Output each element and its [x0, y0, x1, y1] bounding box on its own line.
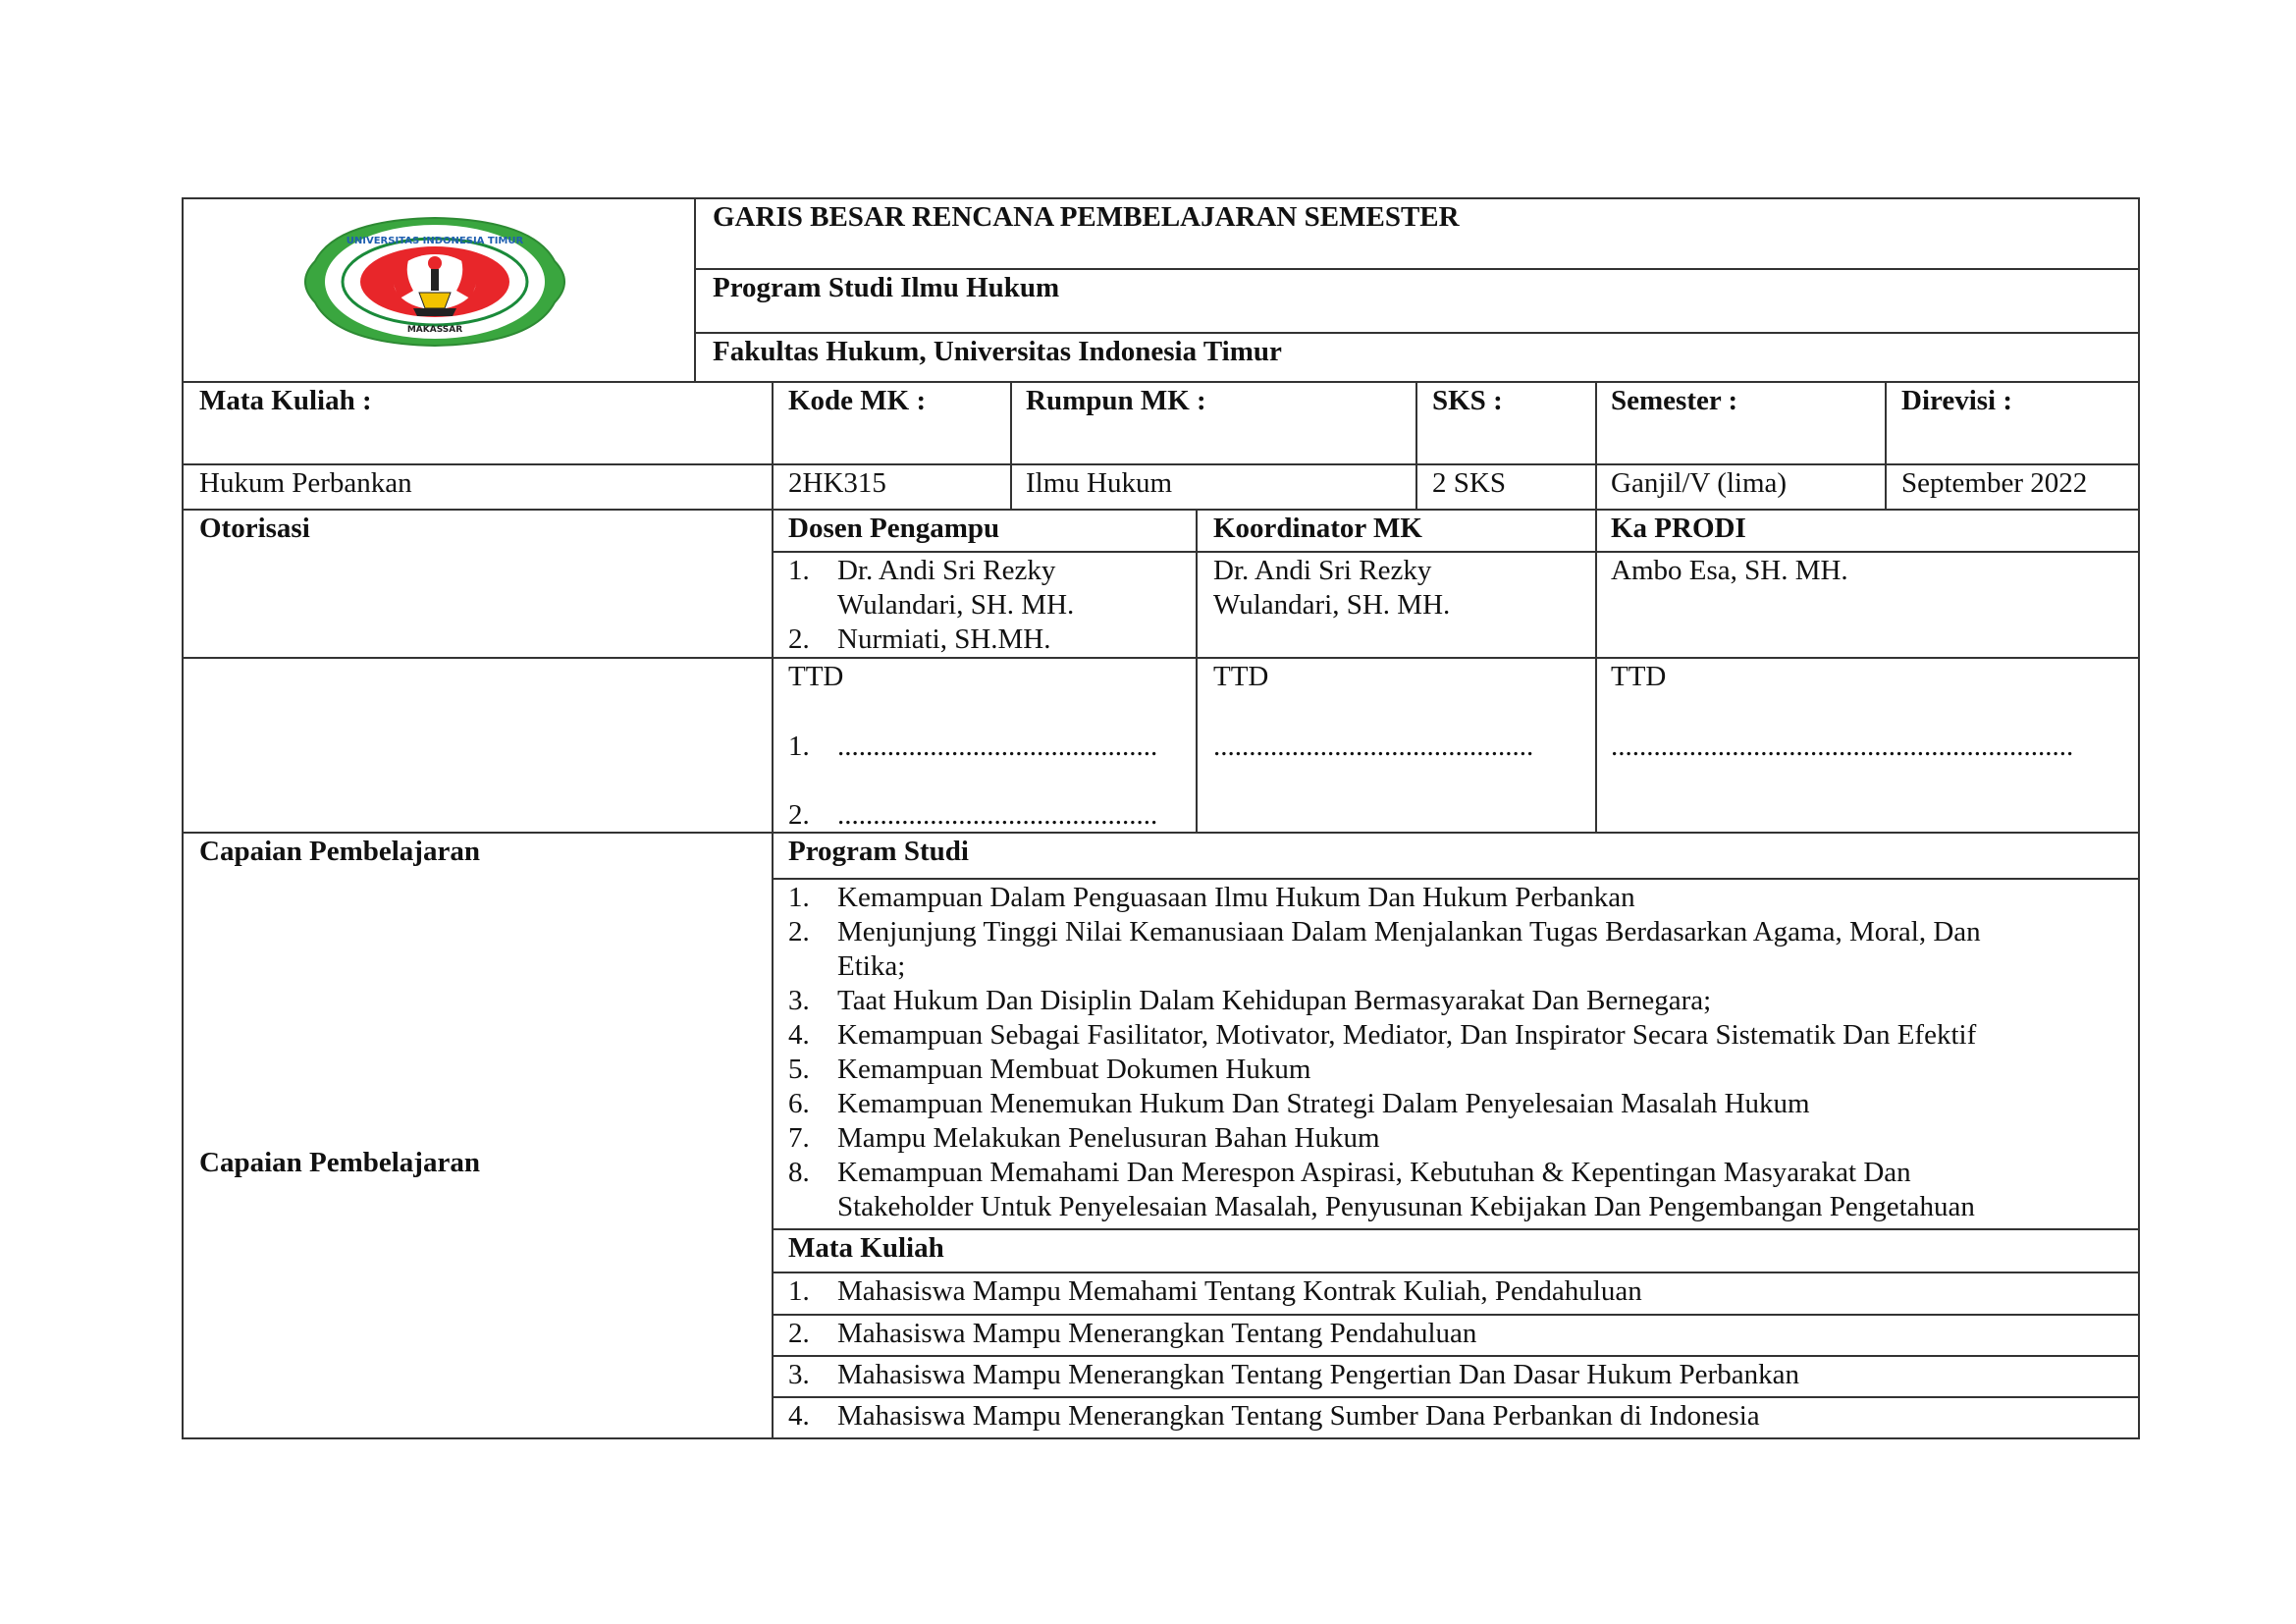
sks-label: SKS : — [1432, 385, 1503, 416]
svg-text:MAKASSAR: MAKASSAR — [406, 325, 463, 335]
kode-mk-value: 2HK315 — [788, 467, 886, 499]
mk-line-4 — [772, 1396, 2139, 1398]
header-line-1 — [694, 268, 2139, 270]
dosen-2-name: Nurmiati, SH.MH. — [837, 623, 1051, 655]
capaian-label-mid: Capaian Pembelajaran — [199, 1147, 480, 1178]
university-seal-icon — [297, 214, 572, 350]
direvisi-label: Direvisi : — [1901, 385, 2013, 416]
koordinator-mk-label: Koordinator MK — [1213, 513, 1422, 544]
direvisi-value: September 2022 — [1901, 467, 2088, 499]
ps-item-2-text-line1: Menjunjung Tinggi Nilai Kemanusiaan Dalam Menjalankan Tugas Berdasarkan Agama, Moral, Dan — [837, 916, 1981, 947]
auth-row-top — [182, 509, 2140, 511]
col-rumpun-sks — [1415, 381, 1417, 511]
mata-kuliah-cp-label: Mata Kuliah — [788, 1232, 944, 1264]
program-studi-header-line — [772, 878, 2139, 880]
mata-kuliah-label: Mata Kuliah : — [199, 385, 372, 416]
ps-item-2-number: 2. — [788, 916, 810, 947]
mk-item-2-number: 2. — [788, 1318, 810, 1349]
document-title: GARIS BESAR RENCANA PEMBELAJARAN SEMESTER — [713, 201, 1460, 233]
program-studi-label: Program Studi — [788, 836, 969, 867]
table-border-right — [2138, 197, 2140, 1439]
col-semester-direvisi — [1885, 381, 1887, 511]
program-title: Program Studi Ilmu Hukum — [713, 272, 1060, 303]
kaprodi-name: Ambo Esa, SH. MH. — [1611, 555, 1848, 586]
mk-item-4-number: 4. — [788, 1400, 810, 1432]
ps-item-6-text: Kemampuan Menemukan Hukum Dan Strategi Dalam Penyelesaian Masalah Hukum — [837, 1088, 1810, 1119]
col-sks-semester — [1595, 381, 1597, 834]
ps-item-1-number: 1. — [788, 882, 810, 913]
dosen-pengampu-label: Dosen Pengampu — [788, 513, 1000, 544]
capaian-label-top: Capaian Pembelajaran — [199, 836, 480, 867]
mk-item-1-number: 1. — [788, 1275, 810, 1307]
ps-item-5-text: Kemampuan Membuat Dokumen Hukum — [837, 1054, 1311, 1085]
sig-dosen-1-line: ............................................. — [837, 731, 1158, 762]
kode-mk-label: Kode MK : — [788, 385, 927, 416]
ps-item-2-text-line2: Etika; — [837, 950, 906, 982]
mk-item-2-text: Mahasiswa Mampu Menerangkan Tentang Pendahuluan — [837, 1318, 1477, 1349]
ps-item-3-number: 3. — [788, 985, 810, 1016]
sks-value: 2 SKS — [1432, 467, 1506, 499]
koordinator-name-line2: Wulandari, SH. MH. — [1213, 589, 1451, 621]
rumpun-mk-label: Rumpun MK : — [1026, 385, 1206, 416]
sig-dosen-2-line: ............................................. — [837, 799, 1158, 831]
ps-item-3-text: Taat Hukum Dan Disiplin Dalam Kehidupan Bermasyarakat Dan Bernegara; — [837, 985, 1712, 1016]
ps-item-8-number: 8. — [788, 1157, 810, 1188]
col-kode-rumpun — [1010, 381, 1012, 511]
ttd-kaprodi-label: TTD — [1611, 661, 1667, 692]
col-dosen-koordinator — [1196, 509, 1198, 834]
mk-item-3-number: 3. — [788, 1359, 810, 1390]
rumpun-mk-value: Ilmu Hukum — [1026, 467, 1173, 499]
otorisasi-label: Otorisasi — [199, 513, 310, 544]
mk-line-2 — [772, 1314, 2139, 1316]
faculty-title: Fakultas Hukum, Universitas Indonesia Timur — [713, 336, 1282, 367]
ttd-row-top — [182, 657, 2140, 659]
ps-item-6-number: 6. — [788, 1088, 810, 1119]
ps-item-8-text-line2: Stakeholder Untuk Penyelesaian Masalah, Penyusunan Kebijakan Dan Pengembangan Pengetahuan — [837, 1191, 1975, 1222]
svg-text:UNIVERSITAS INDONESIA TIMUR: UNIVERSITAS INDONESIA TIMUR — [346, 236, 524, 246]
table-border-top — [182, 197, 2140, 199]
dosen-2-number: 2. — [788, 623, 810, 655]
auth-header-line — [772, 551, 2139, 553]
semester-value: Ganjil/V (lima) — [1611, 467, 1788, 499]
capaian-row-top — [182, 832, 2140, 834]
mk-item-1-text: Mahasiswa Mampu Memahami Tentang Kontrak Kuliah, Pendahuluan — [837, 1275, 1642, 1307]
sig-kaprodi-line: ................................................................. — [1611, 731, 2074, 762]
mata-kuliah-top-line — [772, 1228, 2139, 1230]
mata-kuliah-value: Hukum Perbankan — [199, 467, 412, 499]
header-line-2 — [694, 332, 2139, 334]
dosen-1-name-line2: Wulandari, SH. MH. — [837, 589, 1075, 621]
dosen-1-number: 1. — [788, 555, 810, 586]
dosen-1-name-line1: Dr. Andi Sri Rezky — [837, 555, 1056, 586]
ttd-dosen-label: TTD — [788, 661, 844, 692]
semester-label: Semester : — [1611, 385, 1738, 416]
ps-item-8-text-line1: Kemampuan Memahami Dan Merespon Aspirasi, Kebutuhan & Kepentingan Masyarakat Dan — [837, 1157, 1911, 1188]
mk-line-1 — [772, 1272, 2139, 1273]
ttd-koordinator-label: TTD — [1213, 661, 1269, 692]
koordinator-name-line1: Dr. Andi Sri Rezky — [1213, 555, 1432, 586]
ps-item-4-number: 4. — [788, 1019, 810, 1051]
mk-item-3-text: Mahasiswa Mampu Menerangkan Tentang Pengertian Dan Dasar Hukum Perbankan — [837, 1359, 1799, 1390]
ps-item-4-text: Kemampuan Sebagai Fasilitator, Motivator, Mediator, Dan Inspirator Secara Sistematik Dan Efektif — [837, 1019, 1977, 1051]
sig-dosen-2-number: 2. — [788, 799, 810, 831]
mk-item-4-text: Mahasiswa Mampu Menerangkan Tentang Sumber Dana Perbankan di Indonesia — [837, 1400, 1760, 1432]
mk-line-3 — [772, 1355, 2139, 1357]
ps-item-5-number: 5. — [788, 1054, 810, 1085]
university-logo — [297, 214, 572, 350]
ps-item-1-text: Kemampuan Dalam Penguasaan Ilmu Hukum Dan Hukum Perbankan — [837, 882, 1635, 913]
table-border-bottom — [182, 1437, 2140, 1439]
ps-item-7-text: Mampu Melakukan Penelusuran Bahan Hukum — [837, 1122, 1380, 1154]
sig-koordinator-line: ............................................. — [1213, 731, 1534, 762]
sig-dosen-1-number: 1. — [788, 731, 810, 762]
course-row-top — [182, 381, 2140, 383]
table-border-left — [182, 197, 184, 1439]
main-col-divider — [772, 381, 774, 1439]
ka-prodi-label: Ka PRODI — [1611, 513, 1746, 544]
header-divider — [694, 197, 696, 383]
course-row-mid — [182, 463, 2140, 465]
ps-item-7-number: 7. — [788, 1122, 810, 1154]
